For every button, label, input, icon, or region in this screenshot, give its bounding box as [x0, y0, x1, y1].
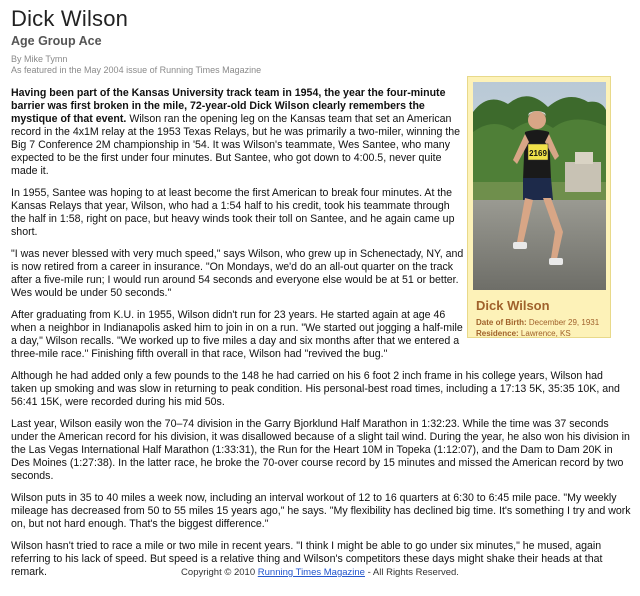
- paragraph-1-rest: Wilson ran the opening leg on the Kansas team that set an American record in the 4x1M relay at the 1953 Texas Relays, but he was primarily a two-miler, winning the Big 7 Conference 2M championship in '54. It was Wilson's teammate, Wes Santee, who many expected to be the first under four minutes. But Santee, who got down to 4:00.5, never quite made it.: [11, 113, 461, 177]
- bib-number: 2169: [529, 149, 547, 158]
- residence-label: Residence:: [476, 329, 519, 338]
- residence-value: Lawrence, KS: [520, 329, 571, 338]
- paragraph-5: Although he had added only a few pounds to the 148 he had carried on his 6 foot 2 inch frame in his college years, Wilson had taken up smoking and was slow in returning to peak condition. His personal-best road times, including a 17:13 5K, 35:35 10K, and 56:41 15K, were recorded during his mid 50s.: [11, 370, 620, 408]
- sidebar-name: Dick Wilson: [476, 298, 550, 313]
- copyright-suffix: - All Rights Reserved.: [364, 567, 459, 578]
- paragraph-7: Wilson puts in 35 to 40 miles a week now, including an interval workout of 12 to 16 quarters at 6:30 to 6:45 mile pace. "My weekly mileage has decreased from 50 to 55 miles 15 years ago," he says. "My flexibility has declined big time. It's something I try and work on, but not hard enough. That's the biggest difference.": [11, 492, 631, 530]
- author-byline: By Mike Tymn: [11, 54, 68, 64]
- dob-row: [476, 318, 599, 327]
- paragraph-3: "I was never blessed with very much speed," says Wilson, who grew up in Schenectady, NY, and is now retired from a career in insurance. "On Mondays, we'd do an all-out quarter on the track after a five-mile run; I would run around 54 seconds and everyone else would be at 51 or better. Wes would be under 50 seconds.": [11, 248, 464, 299]
- paragraph-2: In 1955, Santee was hoping to at least become the first American to break four minutes. At the Kansas Relays that year, Wilson, who had a 1:54 half to his credit, took his teammate through the half in 1:58, right on pace, but heavy winds took their toll on Santee, and he again came up short.: [11, 187, 455, 238]
- featured-note: As featured in the May 2004 issue of Running Times Magazine: [11, 65, 262, 75]
- paragraph-4: After graduating from K.U. in 1955, Wilson didn't run for 23 years. He started again at age 46 when a neighbor in Indianapolis asked him to join in on a run. "We started out jogging a half-mile a day," Wilson recalls. "We worked up to five miles a day and six months after that we entered a three-mile race." Finishing fifth overall in that race, Wilson had "revived the bug.": [11, 309, 463, 360]
- paragraph-6: Last year, Wilson easily won the 70–74 division in the Garry Bjorklund Half Marathon in 1:32:23. While the time was 37 seconds under the American record for his division, it was disallowed because of a slight tail wind. During the year, he also won his division in the Las Vegas International Half Marathon (1:33:31), the Run for the Heart 10M in Topeka (1:12:07), and the Dam to Dam 20K in Des Moines (1:27:38). In the latter race, he broke the 70-over course record by 15 minutes and missed the American record by two seconds.: [11, 418, 630, 482]
- footer: [0, 567, 640, 578]
- dob-label: Date of Birth:: [476, 318, 527, 327]
- profile-sidebar: [467, 76, 611, 338]
- article-subtitle: Age Group Ace: [11, 34, 102, 48]
- lead-text: Having been part of the Kansas University track team in 1954, the year the four-minute barrier was first broken in the mile, 72-year-old Dick Wilson clearly remembers the mystique of that event.: [11, 87, 446, 125]
- dob-value: December 29, 1931: [528, 318, 600, 327]
- runner-photo: [473, 82, 606, 290]
- copyright-prefix: Copyright © 2010: [181, 567, 258, 578]
- magazine-link[interactable]: Running Times Magazine: [257, 567, 365, 578]
- residence-row: [476, 329, 571, 338]
- paragraph-1: [11, 87, 466, 178]
- page-title: Dick Wilson: [11, 6, 129, 31]
- paragraph-8: Wilson hasn't tried to race a mile or two mile in recent years. "I think I might be able to go under six minutes," he mused, again referring to his lack of speed. But speed is a relative thing and Wilson's competitors these days might shake their heads at that remark.: [11, 540, 603, 578]
